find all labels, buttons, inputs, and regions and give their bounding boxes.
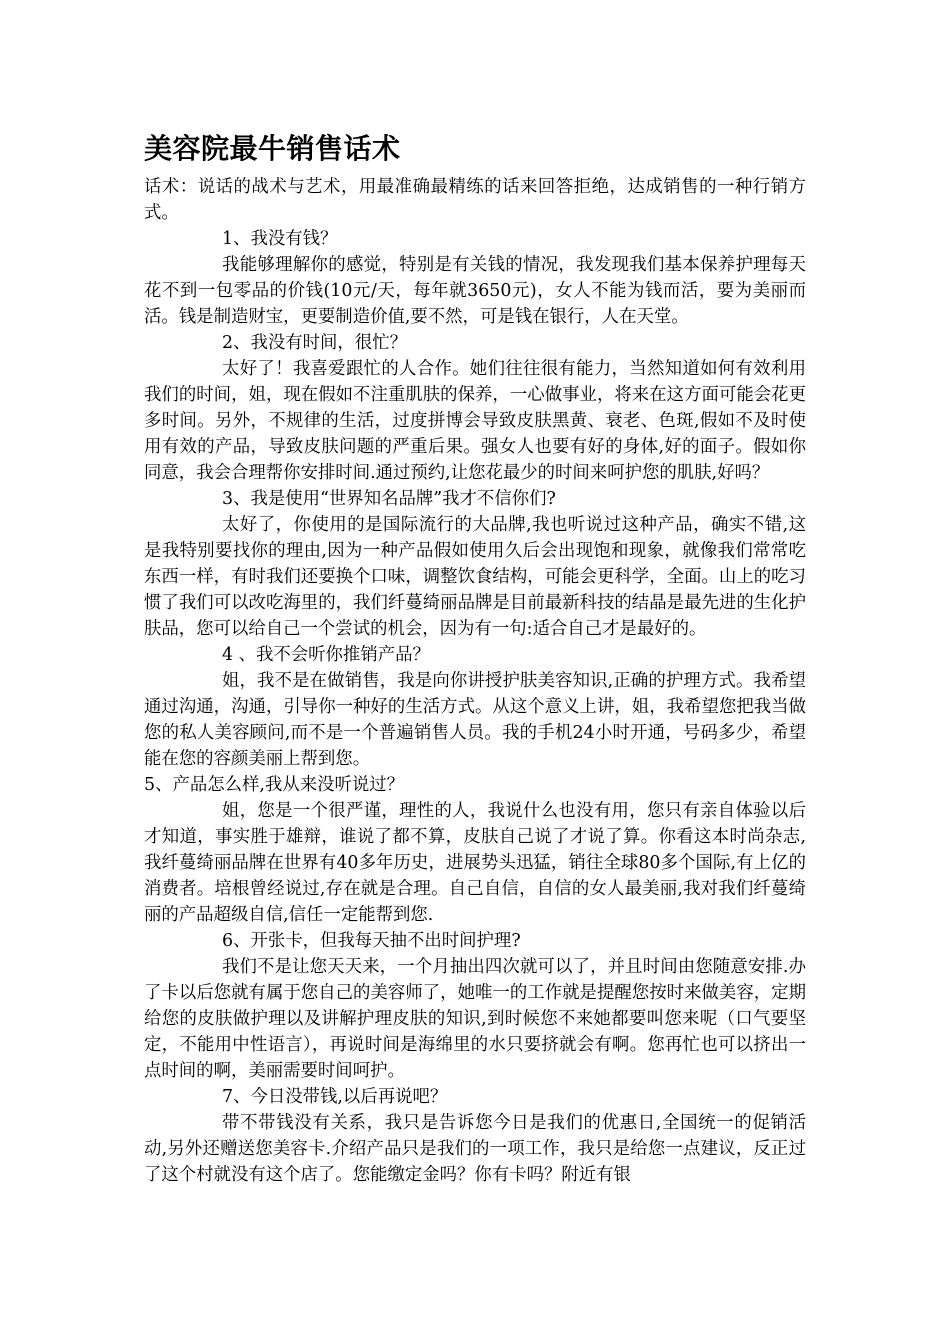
question-3: 3、我是使用“世界知名品牌”我才不信你们?	[222, 489, 556, 509]
question-2: 2、我没有时间，很忙？	[222, 333, 407, 353]
answer-1: 我能够理解你的感觉，特别是有关钱的情况，我发现我们基本保养护理每天花不到一包零品的价钱(10元/天，每年就3650元)，女人不能为钱而活，要为美丽而活。钱是制造财宝，更要制造价值,要不然，可是钱在银行，人在天堂。	[144, 255, 806, 327]
answer-2: 太好了！我喜爱跟忙的人合作。她们往往很有能力，当然知道如何有效利用我们的时间，姐，现在假如不注重肌肤的保养，一心做事业，将来在这方面可能会花更多时间。另外，不规律的生活，过度拼博会导致皮肤黑黄、衰老、色斑,假如不及时使用有效的产品，导致皮肤问题的严重后果。强女人也要有好的身体,好的面子。假如你同意，我会合理帮你安排时间.通过预约,让您花最少的时间来呵护您的肌肤,好吗？	[144, 359, 806, 483]
intro-paragraph: 话术：说话的战术与艺术，用最准确最精练的话来回答拒绝，达成销售的一种行销方式。	[144, 177, 806, 223]
question-7: 7、今日没带钱,以后再说吧？	[222, 1087, 448, 1107]
document-body	[144, 174, 806, 1188]
question-4: 4 、我不会听你推销产品？	[222, 645, 430, 665]
answer-6: 我们不是让您天天来，一个月抽出四次就可以了，并且时间由您随意安排.办了卡以后您就有属于您自己的美容师了，她唯一的工作就是提醒您按时来做美容，定期给您的皮肤做护理以及讲解护理皮肤的知识,到时候您不来她都要叫您来呢（口气要坚定，不能用中性语言），再说时间是海绵里的水只要挤就会有啊。您再忙也可以挤出一点时间的啊，美丽需要时间呵护。	[144, 957, 806, 1081]
question-1: 1、我没有钱？	[222, 229, 338, 249]
answer-7: 带不带钱没有关系，我只是告诉您今日是我们的优惠日,全国统一的促销活动,另外还赠送您美容卡.介绍产品只是我们的一项工作，我只是给您一点建议，反正过了这个村就没有这个店了。您能缴定金吗？你有卡吗？附近有银	[144, 1113, 806, 1185]
answer-4: 姐，我不是在做销售，我是向你讲授护肤美容知识,正确的护理方式。我希望通过沟通，沟通，引导你一种好的生活方式。从这个意义上讲，姐，我希望您把我当做您的私人美容顾问,而不是一个普遍销售人员。我的手机24小时开通，号码多少，希望能在您的容颜美丽上帮到您。	[144, 671, 806, 769]
question-6: 6、开张卡，但我每天抽不出时间护理?	[222, 931, 521, 951]
document-title: 美容院最牛销售话术	[144, 132, 401, 165]
answer-5: 姐，您是一个很严谨，理性的人，我说什么也没有用，您只有亲自体验以后才知道，事实胜于雄辩，谁说了都不算，皮肤自己说了才说了算。你看这本时尚杂志,我纤蔓绮丽品牌在世界有40多年历史，进展势头迅猛，销往全球80多个国际,有上亿的消费者。培根曾经说过,存在就是合理。自己自信，自信的女人最美丽,我对我们纤蔓绮丽的产品超级自信,信任一定能帮到您.	[144, 801, 806, 925]
document-page	[144, 128, 806, 1188]
answer-3: 太好了，你使用的是国际流行的大品牌,我也听说过这种产品，确实不错,这是我特别要找你的理由,因为一种产品假如使用久后会出现饱和现象，就像我们常常吃东西一样，有时我们还要换个口味，调整饮食结构，可能会更科学，全面。山上的吃习惯了我们可以改吃海里的，我们纤蔓绮丽品牌是目前最新科技的结晶是最先进的生化护肤品，您可以给自己一个尝试的机会，因为有一句:适合自己才是最好的。	[144, 515, 806, 639]
question-5: 5、产品怎么样,我从来没听说过？	[144, 775, 405, 795]
